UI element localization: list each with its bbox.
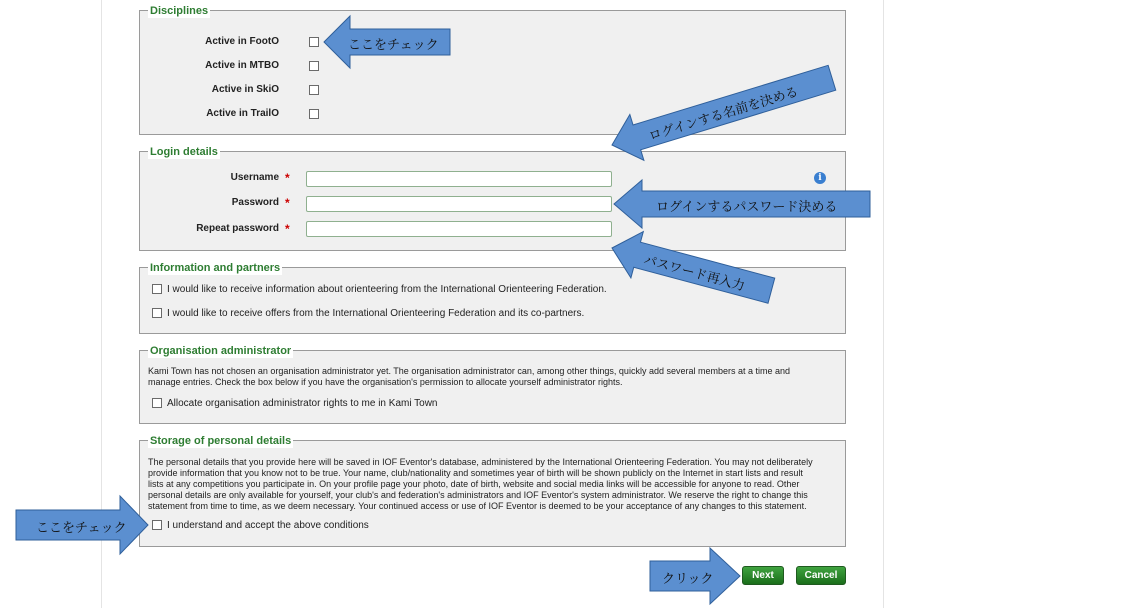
storage-text-3: lists at any competitions you participate in. On your profile page your photo, date of birth, website and social media links will be accessible for anyone to read. Other bbox=[148, 479, 800, 489]
accept-conditions-label: I understand and accept the above conditions bbox=[167, 520, 369, 531]
cancel-button[interactable]: Cancel bbox=[796, 566, 846, 585]
next-button[interactable]: Next bbox=[742, 566, 784, 585]
org-admin-text-2: manage entries. Check the box below if you have the organisation's permission to allocate yourself administrator rights. bbox=[148, 377, 623, 387]
annotation-click-label: クリック bbox=[662, 572, 714, 587]
annotation-check-here-top bbox=[324, 16, 450, 68]
annotation-password-reenter-label: パスワード再入力 bbox=[641, 252, 747, 295]
annotation-click bbox=[650, 548, 740, 604]
annotation-check-here-bottom bbox=[16, 496, 148, 554]
username-required-mark: * bbox=[285, 171, 290, 185]
login-legend: Login details bbox=[150, 146, 218, 158]
storage-text-2: provide information that you know not to be true. Your name, club/nationality and sometimes year of birth will be shown publicly on the Internet in start lists and result bbox=[148, 468, 803, 478]
storage-text-1: The personal details that you provide here will be saved in IOF Eventor's database, administered by the International Orienteering Federation. You may not deliberately bbox=[148, 457, 813, 467]
org-admin-legend: Organisation administrator bbox=[150, 345, 292, 357]
annotation-check-here-bottom-label: ここをチェック bbox=[36, 521, 127, 536]
repeat-password-required-mark: * bbox=[285, 222, 290, 236]
info-iof-checkbox[interactable] bbox=[152, 284, 162, 294]
skio-label: Active in SkiO bbox=[211, 84, 279, 95]
password-required-mark: * bbox=[285, 196, 290, 210]
offers-checkbox[interactable] bbox=[152, 308, 162, 318]
storage-legend: Storage of personal details bbox=[150, 435, 292, 447]
skio-checkbox[interactable] bbox=[309, 85, 319, 95]
info-partners-legend: Information and partners bbox=[150, 262, 281, 274]
mtbo-checkbox[interactable] bbox=[309, 61, 319, 71]
org-admin-checkbox-label: Allocate organisation administrator rights to me in Kami Town bbox=[167, 398, 438, 409]
password-label: Password bbox=[231, 197, 279, 208]
trailo-checkbox[interactable] bbox=[309, 109, 319, 119]
mtbo-label: Active in MTBO bbox=[205, 60, 279, 71]
info-iof-label: I would like to receive information about orienteering from the International Orienteering Federation. bbox=[167, 284, 607, 295]
annotation-login-password-label: ログインするパスワード決める bbox=[656, 200, 838, 215]
org-admin-text-1: Kami Town has not chosen an organisation administrator yet. The organisation administrator can, among other things, quickly add several members at a time and bbox=[148, 366, 791, 376]
annotation-check-here-top-label: ここをチェック bbox=[348, 38, 439, 53]
repeat-password-label: Repeat password bbox=[196, 223, 279, 234]
info-icon[interactable]: i bbox=[814, 172, 826, 184]
annotation-login-name-label: ログインする名前を決める bbox=[647, 84, 801, 145]
password-input[interactable] bbox=[306, 196, 612, 212]
offers-label: I would like to receive offers from the International Orienteering Federation and its co-partners. bbox=[167, 308, 585, 319]
footo-checkbox[interactable] bbox=[309, 37, 319, 47]
username-input[interactable] bbox=[306, 171, 612, 187]
storage-text-4: personal details are only available for yourself, your club's and federation's administrators and IOF Eventor's system administrator. We reserve the right to change this bbox=[148, 490, 808, 500]
annotation-login-password bbox=[614, 180, 870, 228]
org-admin-checkbox[interactable] bbox=[152, 398, 162, 408]
repeat-password-input[interactable] bbox=[306, 221, 612, 237]
trailo-label: Active in TrailO bbox=[206, 108, 279, 119]
username-label: Username bbox=[230, 172, 279, 183]
storage-text-5: statement from time to time, as we deem necessary. Your continued access or use of IOF Eventor is deemed to be your acceptance of any changes to this statement. bbox=[148, 501, 807, 511]
footo-label: Active in FootO bbox=[205, 36, 279, 47]
disciplines-legend: Disciplines bbox=[150, 5, 209, 17]
accept-conditions-checkbox[interactable] bbox=[152, 520, 162, 530]
